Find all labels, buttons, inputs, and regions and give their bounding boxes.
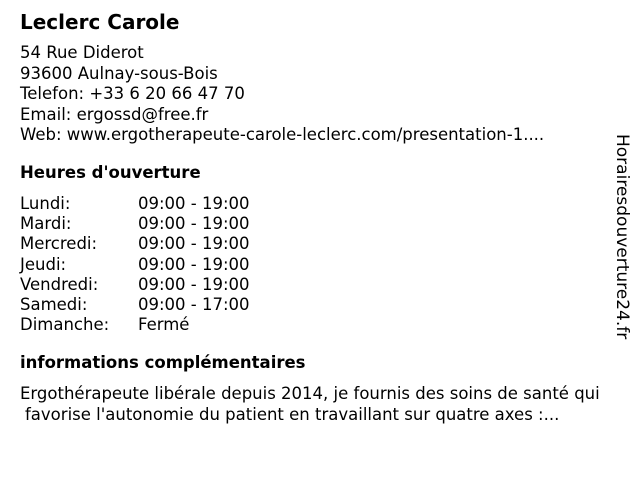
hours-row-saturday [20, 295, 250, 315]
day-time: 09:00 - 19:00 [138, 194, 250, 213]
hours-row-sunday [20, 315, 250, 335]
hours-table [20, 194, 250, 335]
address-city: 93600 Aulnay-sous-Bois [20, 63, 218, 83]
day-time: 09:00 - 17:00 [138, 295, 250, 315]
day-time: 09:00 - 19:00 [138, 274, 250, 294]
site-watermark: Horairesdouverture24.fr [612, 134, 632, 340]
hours-row-wednesday [20, 234, 250, 254]
hours-row-friday [20, 275, 250, 295]
info-line-1: Ergothérapeute libérale depuis 2014, je fournis des soins de santé qui [20, 384, 600, 403]
day-label: Mercredi: [20, 234, 98, 254]
info-description [20, 384, 635, 425]
info-heading: informations complémentaires [20, 353, 306, 372]
day-time: Fermé [138, 315, 190, 335]
day-label: Vendredi: [20, 274, 99, 294]
phone-line: Telefon: +33 6 20 66 47 70 [20, 84, 245, 103]
day-label: Mardi: [20, 214, 72, 234]
day-time: 09:00 - 19:00 [138, 254, 250, 274]
hours-row-tuesday [20, 214, 250, 234]
hours-heading: Heures d'ouverture [20, 163, 201, 182]
day-label: Lundi: [20, 194, 71, 213]
hours-row-monday [20, 194, 250, 214]
day-label: Dimanche: [20, 315, 110, 335]
day-time: 09:00 - 19:00 [138, 234, 250, 254]
contact-block [20, 43, 544, 146]
email-line: Email: ergossd@free.fr [20, 104, 209, 124]
web-line: Web: www.ergotherapeute-carole-leclerc.com/presentation-1.... [20, 125, 545, 144]
day-label: Jeudi: [20, 254, 67, 274]
hours-row-thursday [20, 255, 250, 275]
day-label: Samedi: [20, 295, 88, 315]
address-street: 54 Rue Diderot [20, 43, 144, 62]
day-time: 09:00 - 19:00 [138, 214, 250, 234]
business-name: Leclerc Carole [20, 10, 180, 34]
info-line-2: favorise l'autonomie du patient en travaillant sur quatre axes :... [25, 404, 560, 424]
